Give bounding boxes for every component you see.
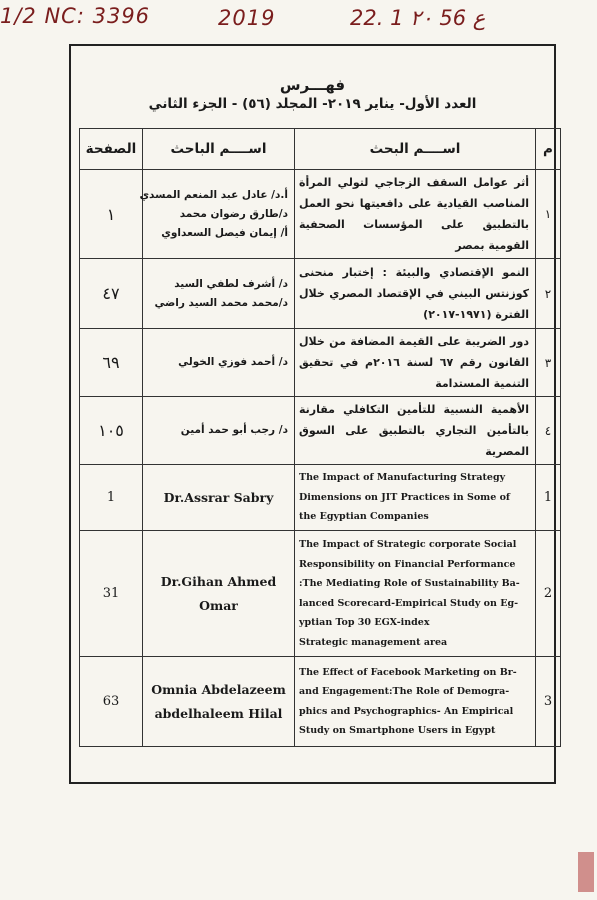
author-name: د/طارق رضوان محمد (179, 207, 288, 220)
table-row (80, 465, 561, 531)
title-line: The Effect of Facebook Marketing on Br- (299, 666, 517, 678)
page-title: فهـــرس (279, 76, 346, 94)
paper-authors (143, 329, 295, 397)
paper-title (295, 657, 536, 747)
author-name: Omnia Abdelazeem (151, 681, 286, 697)
author-name: أ/ إيمان فيصل السعداوي (161, 226, 288, 239)
paper-title: أثر عوامل السقف الزجاجي لتولي المرأة المناصب القيادية على دافعيتها نحو العمل بالتطبيق على المؤسسات الصحفية القومية بمصر (295, 170, 536, 259)
title-line: Strategic management area (299, 636, 448, 648)
paper-authors (143, 465, 295, 531)
author-name: Dr.Gihan Ahmed (160, 573, 277, 589)
page-number: ٤٧ (80, 259, 143, 329)
row-number: 3 (536, 657, 561, 747)
author-name: abdelhaleem Hilal (154, 705, 283, 721)
title-line: lanced Scorecard-Empirical Study on Eg- (299, 597, 519, 609)
paper-title (295, 531, 536, 657)
paper-authors (143, 397, 295, 465)
author-name: أ.د/ عادل عبد المنعم المسدي (139, 188, 288, 201)
page-number: 1 (80, 465, 143, 531)
title-line: and Engagement:The Role of Demogra- (299, 686, 510, 697)
toc-header-row (80, 129, 561, 170)
page-subtitle: العدد الأول- يناير ٢٠١٩- المجلد (٥٦) - الجزء الثاني (148, 96, 477, 112)
page-number: 63 (80, 657, 143, 747)
handwritten-ref: 1/2 NC: 3396 (0, 4, 151, 28)
title-line: The Impact of Manufacturing Strategy (299, 472, 506, 484)
handwritten-year: 2019 (218, 6, 276, 30)
title-line: The Impact of Strategic corporate Social (299, 539, 517, 550)
row-number: ٢ (536, 259, 561, 329)
header-title: اســــم البحث (295, 129, 536, 170)
toc-table (79, 128, 561, 747)
header-num: م (536, 129, 561, 170)
header-page: الصفحة (80, 129, 143, 170)
author-name: Omar (199, 597, 238, 613)
table-row (80, 531, 561, 657)
table-row (80, 657, 561, 747)
paper-authors (143, 531, 295, 657)
title-line: the Egyptian Companies (299, 511, 429, 523)
row-number: ١ (536, 170, 561, 259)
paper-title (295, 465, 536, 531)
page-number: ١ (80, 170, 143, 259)
author-name: Dr.Assrar Sabry (163, 489, 274, 505)
edge-mark (578, 852, 594, 892)
page-number: ٦٩ (80, 329, 143, 397)
paper-title: دور الضريبة على القيمة المضافة من خلال القانون رقم ٦٧ لسنة ٢٠١٦م في تحقيق التنمية المستدامة (295, 329, 536, 397)
author-name: د/محمد محمد السيد راضي (154, 296, 288, 309)
paper-authors (143, 259, 295, 329)
handwritten-code: 22. 1 ع 56 ٢٠ (350, 6, 486, 30)
table-row (80, 397, 561, 465)
row-number: ٣ (536, 329, 561, 397)
paper-title: الأهمية النسبية للتأمين التكافلي مقارنة بالتأمين التجاري بالتطبيق على السوق المصرية (295, 397, 536, 465)
paper-authors (139, 170, 295, 259)
author-name: د/ أشرف لطفي السيد (174, 277, 288, 290)
author-name: د/ رجب أبو حمد أمين (180, 424, 288, 436)
title-line: yptian Top 30 EGX-index (299, 617, 430, 628)
page-number: ١٠٥ (80, 397, 143, 465)
row-number: 2 (536, 531, 561, 657)
table-row (80, 259, 561, 329)
header-author: اســــم الباحث (143, 129, 295, 170)
paper-title: النمو الإقتصادي والبيئة : إختبار منحنى كوزنتس البيني في الإقتصاد المصري خلال الفترة (١٩٧١-٢٠١٧) (295, 259, 536, 329)
handwritten-annotation (0, 2, 597, 36)
title-line: Study on Smartphone Users in Egypt (299, 725, 496, 736)
row-number: ٤ (536, 397, 561, 465)
title-line: :The Mediating Role of Sustainability Ba- (299, 578, 520, 589)
table-row (80, 329, 561, 397)
title-line: Responsibility on Financial Performance (299, 558, 516, 570)
paper-authors (143, 657, 295, 747)
table-row (80, 170, 561, 259)
page-number: 31 (80, 531, 143, 657)
title-line: phics and Psychographics- An Empirical (299, 705, 514, 717)
title-line: Dimensions on JIT Practices in Some of (299, 491, 510, 503)
author-name: د/ أحمد فوزي الخولي (178, 356, 288, 368)
row-number: 1 (536, 465, 561, 531)
